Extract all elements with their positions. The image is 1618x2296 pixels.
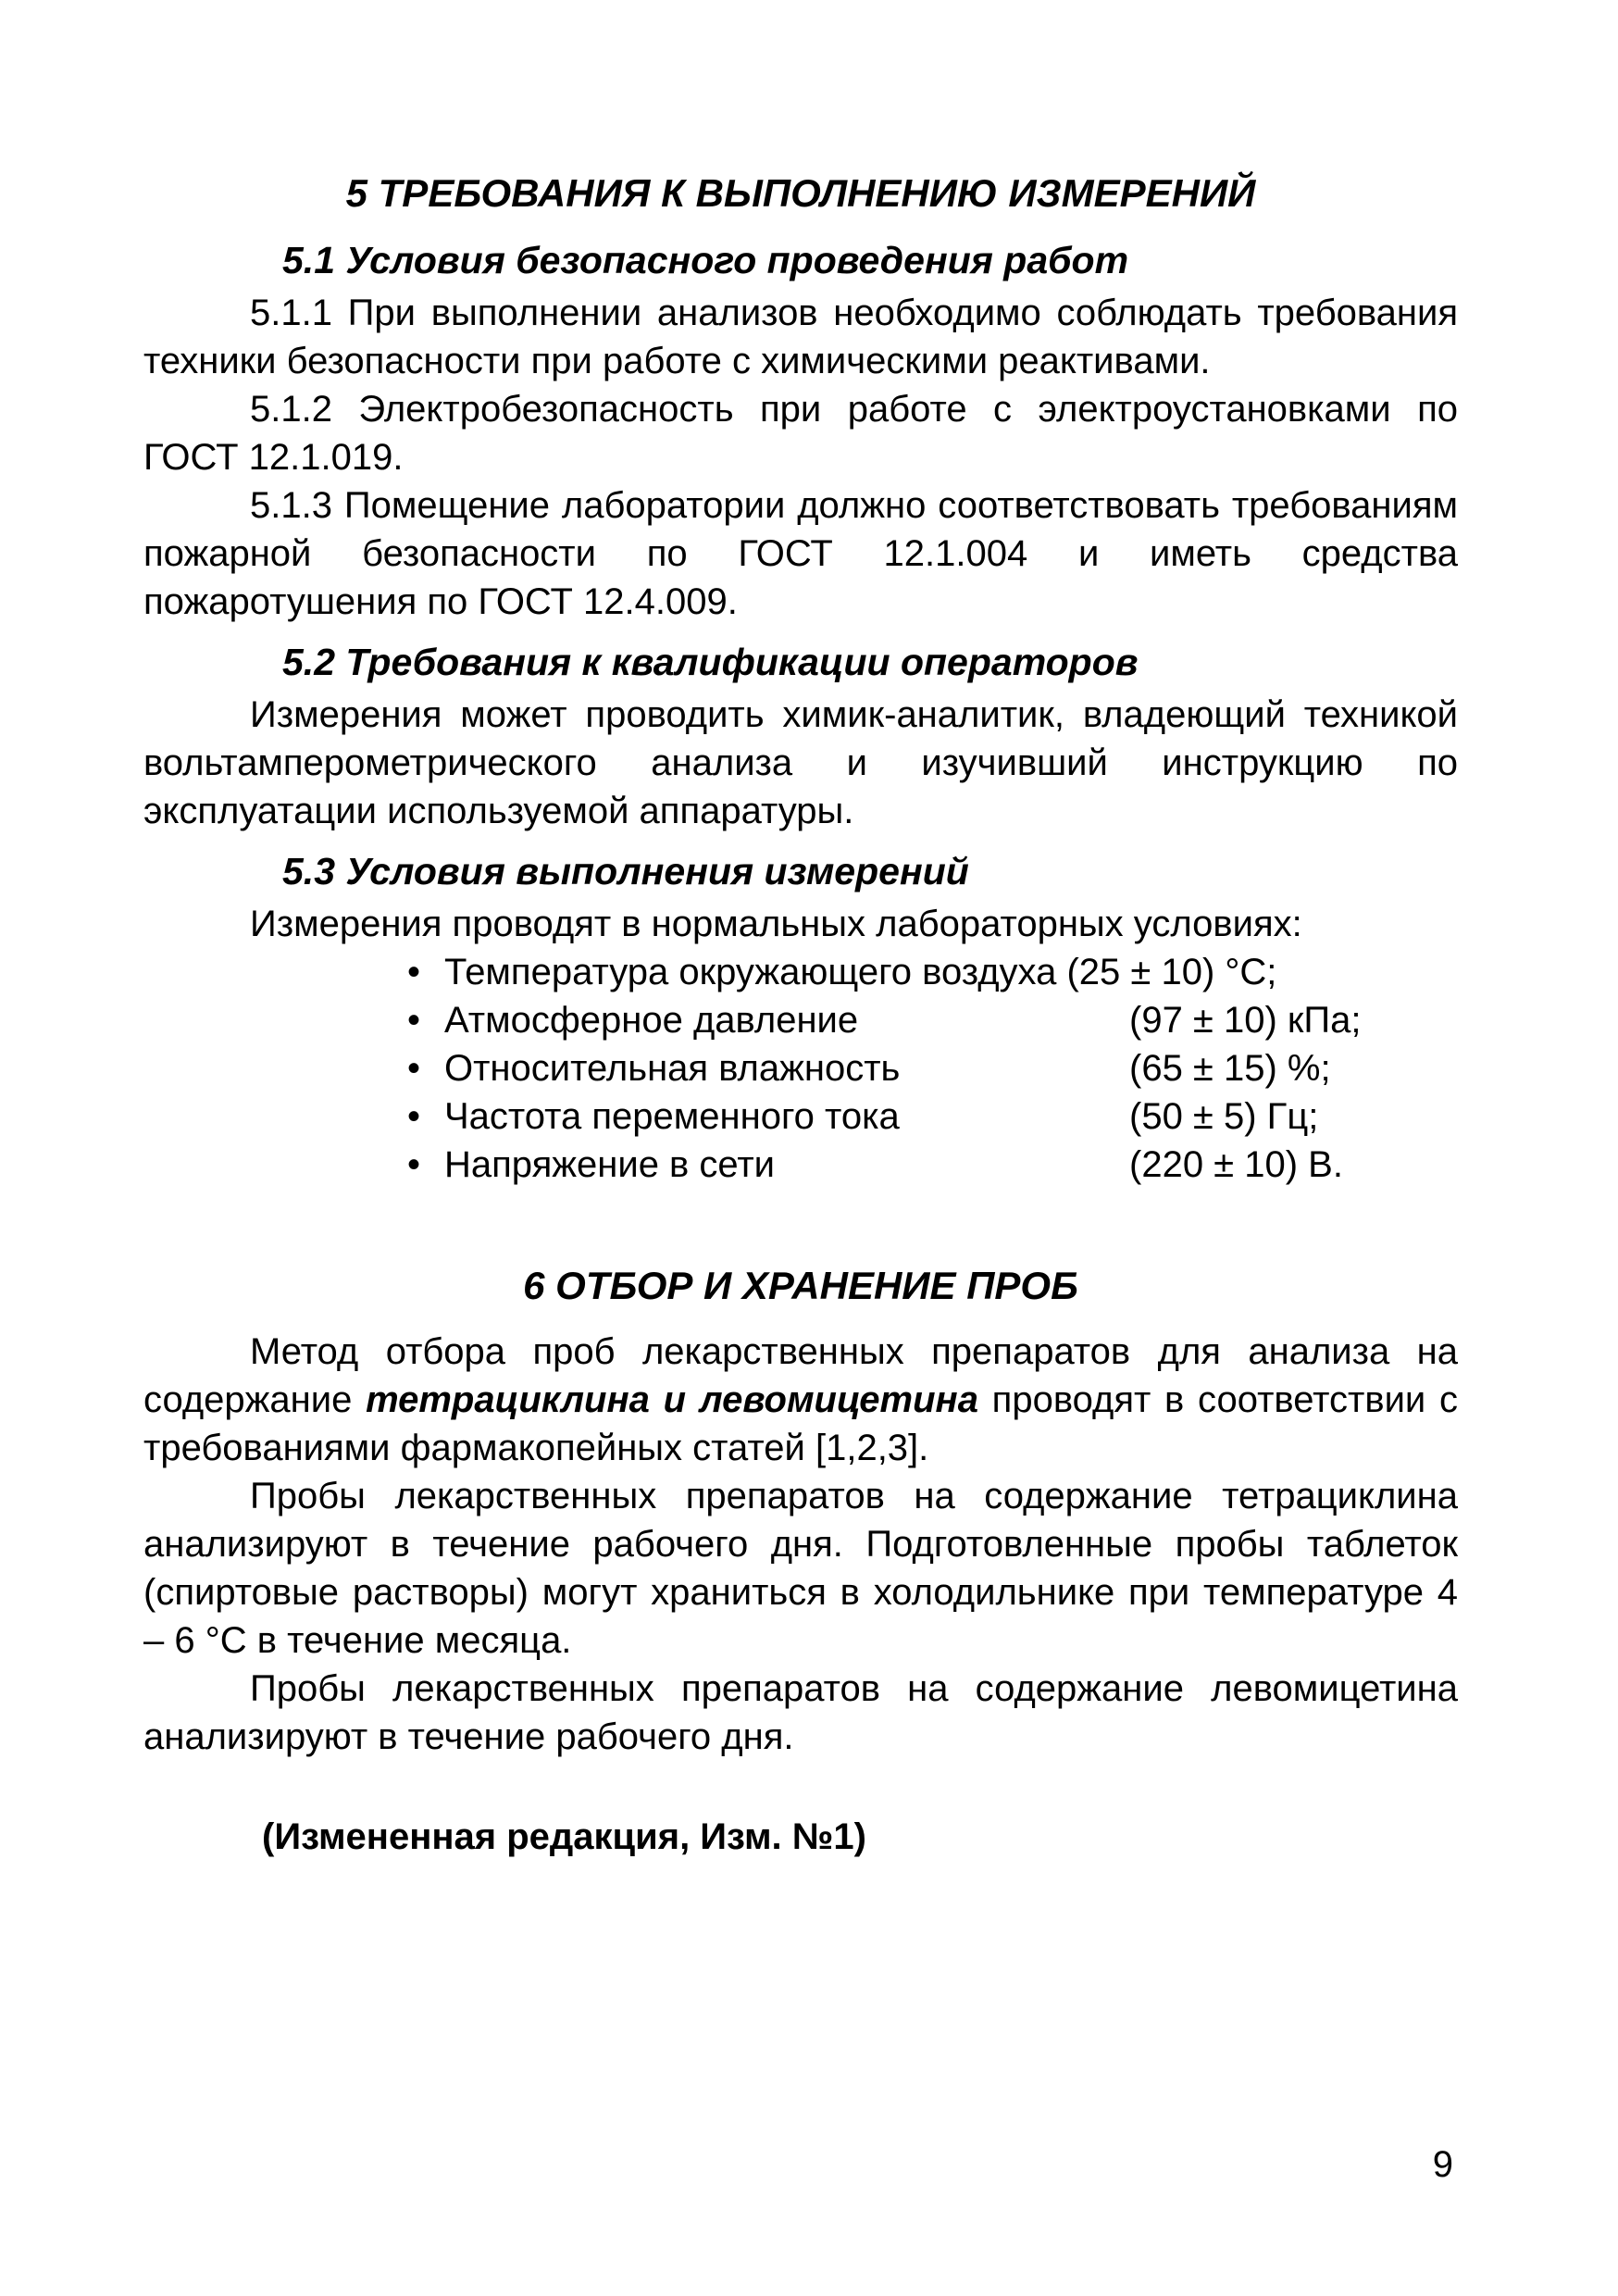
condition-item [407, 948, 1458, 996]
paragraph-5-2: Измерения может проводить химик-аналитик, владеющий техникой вольтамперометрического анализа и изучивший инструкцию по эксплуатации используемой аппаратуры. [143, 694, 1458, 831]
subsection-5-1-title: 5.1 Условия безопасного проведения работ [282, 239, 1129, 281]
condition-value: (50 ± 5) Гц; [1129, 1096, 1319, 1137]
condition-label: Температура окружающего воздуха [444, 952, 1057, 992]
section-6-title: 6 ОТБОР И ХРАНЕНИЕ ПРОБ [523, 1264, 1078, 1307]
bullet-icon: • [407, 1048, 421, 1089]
bullet-icon: • [407, 1096, 421, 1137]
edition-note: (Измененная редакция, Изм. №1) [262, 1816, 866, 1857]
condition-label: Атмосферное давление [444, 1000, 859, 1041]
paragraph-5-1-3: 5.1.3 Помещение лаборатории должно соответствовать требованиям пожарной безопасности по ГОСТ 12.1.004 и иметь средства пожаротушения по ГОСТ 12.4.009. [143, 485, 1458, 622]
paragraph-6-1-start: Метод отбора проб лекарственных препаратов для анализа на содержание [143, 1331, 1458, 1420]
condition-item [407, 996, 1458, 1044]
conditions-list [143, 948, 1458, 1189]
page-number: 9 [1432, 2144, 1453, 2185]
section-5-title: 5 ТРЕБОВАНИЯ К ВЫПОЛНЕНИЮ ИЗМЕРЕНИЙ [345, 171, 1256, 215]
bullet-icon: • [407, 1000, 421, 1041]
condition-item [407, 1092, 1458, 1141]
document-page [143, 157, 1458, 1861]
paragraph-6-1 [143, 1328, 1458, 1472]
condition-value: (97 ± 10) кПа; [1129, 1000, 1362, 1041]
paragraph-5-1-2: 5.1.2 Электробезопасность при работе с электроустановками по ГОСТ 12.1.019. [143, 389, 1458, 478]
condition-value: (65 ± 15) %; [1129, 1048, 1331, 1089]
bullet-icon: • [407, 1144, 421, 1185]
condition-item [407, 1141, 1458, 1189]
subsection-5-2-title: 5.2 Требования к квалификации операторов [282, 641, 1139, 683]
paragraph-6-1-end: проводят в соответствии с требованиями фармакопейных статей [1,2,3]. [143, 1379, 1458, 1468]
subsection-5-3-title: 5.3 Условия выполнения измерений [282, 850, 969, 892]
condition-label: Частота переменного тока [444, 1096, 900, 1137]
bullet-icon: • [407, 952, 421, 992]
condition-label: Напряжение в сети [444, 1144, 775, 1185]
condition-value: (220 ± 10) В. [1129, 1144, 1343, 1185]
paragraph-6-2: Пробы лекарственных препаратов на содержание тетрациклина анализируют в течение рабочего дня. Подготовленные пробы таблеток (спиртовые растворы) могут храниться в холодильнике при температуре 4 – 6 °С в течение месяца. [143, 1476, 1458, 1661]
paragraph-5-1-1: 5.1.1 При выполнении анализов необходимо соблюдать требования техники безопасности при работе с химическими реактивами. [143, 293, 1458, 381]
condition-item [407, 1044, 1458, 1092]
paragraph-6-3: Пробы лекарственных препаратов на содержание левомицетина анализируют в течение рабочего дня. [143, 1668, 1458, 1757]
condition-spacer [1056, 948, 1066, 996]
paragraph-5-3-intro: Измерения проводят в нормальных лабораторных условиях: [250, 904, 1302, 944]
condition-label: Относительная влажность [444, 1048, 901, 1089]
paragraph-6-1-emphasis: тетрациклина и левомицетина [366, 1379, 978, 1420]
condition-value: (25 ± 10) °С; [1066, 952, 1277, 992]
